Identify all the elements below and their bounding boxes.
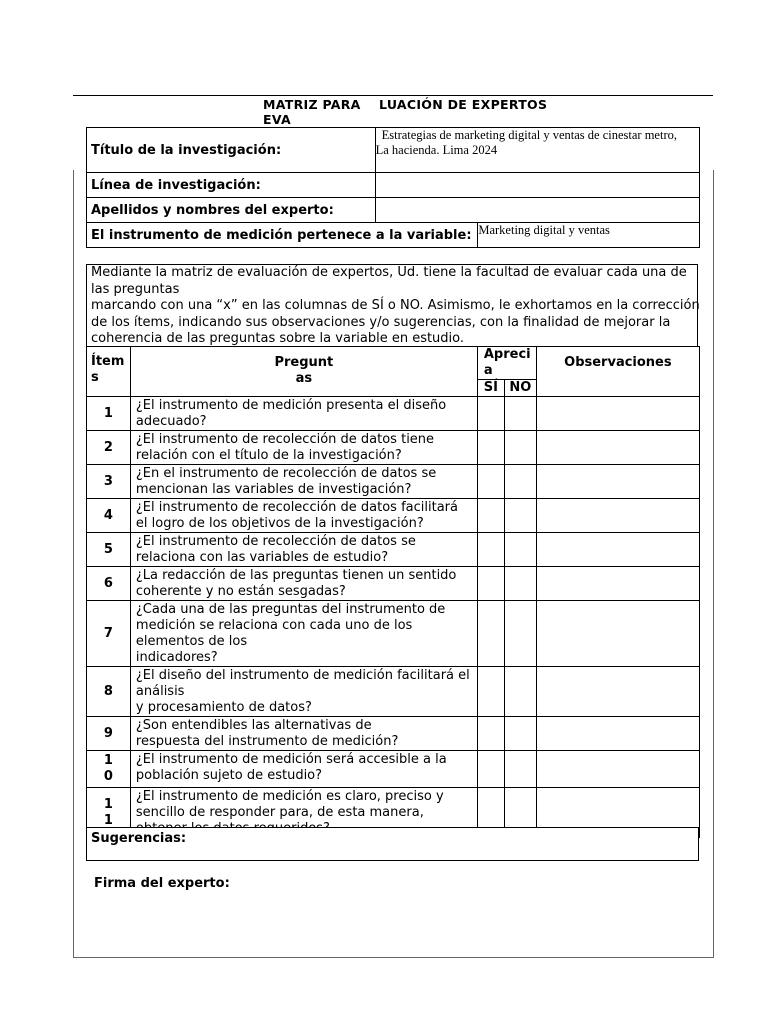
item-number: 1 0 [87,751,131,788]
table-row [87,717,700,751]
item-question: ¿La redacción de las preguntas tienen un sentido coherente y no están sesgadas? [130,567,477,601]
observaciones-cell[interactable] [536,667,699,717]
research-info-table [86,127,700,248]
table-row [87,601,700,667]
si-checkbox-cell[interactable] [477,601,504,667]
no-checkbox-cell[interactable] [504,397,536,431]
table-row [87,667,700,717]
variable-label: El instrumento de medición pertenece a la variable: [87,223,478,248]
page-title-part1: MATRIZ PARA EVA [263,97,361,127]
si-header: SÍ [477,380,504,397]
no-checkbox-cell[interactable] [504,499,536,533]
top-rule [73,95,713,96]
si-checkbox-cell[interactable] [477,717,504,751]
item-number: 4 [87,499,131,533]
observaciones-cell[interactable] [536,601,699,667]
table-row [87,751,700,788]
no-checkbox-cell[interactable] [504,751,536,788]
titulo-label: Título de la investigación: [87,128,376,173]
table-row [87,533,700,567]
item-question: ¿El instrumento de medición será accesible a la población sujeto de estudio? [130,751,477,788]
item-question: ¿Son entendibles las alternativas de respuesta del instrumento de medición? [130,717,477,751]
item-question: ¿El instrumento de medición presenta el diseño adecuado? [130,397,477,431]
observaciones-cell[interactable] [536,431,699,465]
item-number: 1 [87,397,131,431]
firma-label: Firma del experto: [94,876,230,891]
observaciones-cell[interactable] [536,717,699,751]
no-checkbox-cell[interactable] [504,717,536,751]
si-checkbox-cell[interactable] [477,751,504,788]
si-checkbox-cell[interactable] [477,533,504,567]
instructions-line: las preguntas [91,281,180,297]
si-checkbox-cell[interactable] [477,465,504,499]
sugerencias-box[interactable] [86,827,699,861]
instructions-line: de los ítems, indicando sus observaciones y/o sugerencias, con la finalidad de mejorar la [91,314,671,330]
item-number: 6 [87,567,131,601]
titulo-value[interactable]: Estrategias de marketing digital y ventas de cinestar metro, La hacienda. Lima 2024 [375,128,699,173]
observaciones-cell[interactable] [536,397,699,431]
item-number: 2 [87,431,131,465]
no-checkbox-cell[interactable] [504,601,536,667]
preguntas-header: Pregunt as [130,347,477,397]
item-number: 7 [87,601,131,667]
si-checkbox-cell[interactable] [477,567,504,601]
table-row [87,499,700,533]
linea-label: Línea de investigación: [87,173,376,198]
aprecia-header: Apreci a [477,347,536,380]
observaciones-cell[interactable] [536,567,699,601]
item-number: 8 [87,667,131,717]
observaciones-cell[interactable] [536,751,699,788]
observaciones-cell[interactable] [536,533,699,567]
item-question: ¿Cada una de las preguntas del instrumento de medición se relaciona con cada uno de los elementos de los indicadores? [130,601,477,667]
si-checkbox-cell[interactable] [477,431,504,465]
no-checkbox-cell[interactable] [504,567,536,601]
item-question: ¿En el instrumento de recolección de datos se mencionan las variables de investigación? [130,465,477,499]
items-header: Ítem s [87,347,131,397]
si-checkbox-cell[interactable] [477,499,504,533]
table-row [87,465,700,499]
si-checkbox-cell[interactable] [477,397,504,431]
experto-value[interactable] [375,198,699,223]
item-question: ¿El instrumento de recolección de datos tiene relación con el título de la investigación? [130,431,477,465]
item-number: 3 [87,465,131,499]
observaciones-cell[interactable] [536,465,699,499]
observaciones-header: Observaciones [536,347,699,397]
instructions-line: Mediante la matriz de evaluación de expertos, Ud. tiene la facultad de evaluar cada una de [91,265,687,280]
no-checkbox-cell[interactable] [504,533,536,567]
no-checkbox-cell[interactable] [504,667,536,717]
sugerencias-label: Sugerencias: [91,831,187,846]
si-checkbox-cell[interactable] [477,667,504,717]
item-question: ¿El diseño del instrumento de medición facilitará el análisis y procesamiento de datos? [130,667,477,717]
item-number: 1 1 [87,788,131,838]
table-row [87,397,700,431]
item-question: ¿El instrumento de recolección de datos facilitará el logro de los objetivos de la investigación? [130,499,477,533]
linea-value[interactable] [375,173,699,198]
evaluation-table [86,346,700,838]
item-question: ¿El instrumento de recolección de datos se relaciona con las variables de estudio? [130,533,477,567]
no-checkbox-cell[interactable] [504,465,536,499]
no-header: NO [504,380,536,397]
experto-label: Apellidos y nombres del experto: [87,198,376,223]
item-question: ¿El instrumento de medición es claro, preciso y sencillo de responder para, de esta manera, [130,788,477,838]
table-row [87,567,700,601]
instructions-line: marcando con una “x” en las columnas de SÍ o NO. Asimismo, le exhortamos en la corrección [91,298,700,313]
variable-value[interactable]: Marketing digital y ventas [478,223,700,248]
observaciones-cell[interactable] [536,499,699,533]
item-number: 5 [87,533,131,567]
page-title-part2: LUACIÓN DE EXPERTOS [379,97,548,112]
instructions-paragraph [86,264,698,346]
no-checkbox-cell[interactable] [504,431,536,465]
instructions-line: coherencia de las preguntas sobre la variable en estudio. [91,331,465,346]
item-number: 9 [87,717,131,751]
table-row [87,431,700,465]
